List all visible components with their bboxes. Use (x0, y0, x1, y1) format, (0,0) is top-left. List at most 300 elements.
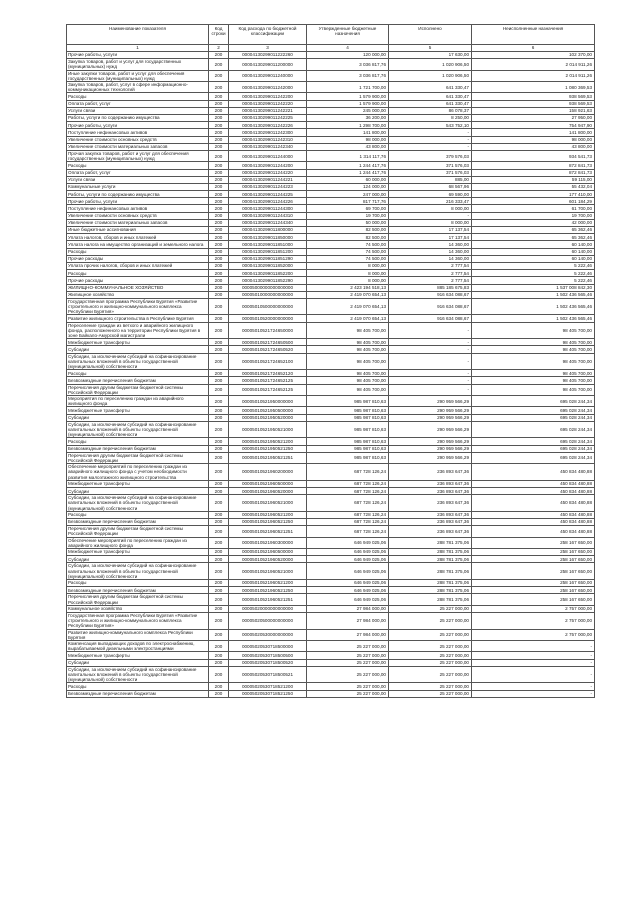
table-row (67, 219, 595, 226)
unexecuted-amount-cell: 98 405 700,00 (472, 384, 595, 395)
row-name-cell: Расходы (67, 162, 209, 169)
approved-amount-cell: 245 000,00 (307, 107, 389, 114)
table-row (67, 298, 595, 315)
header-approved: Утвержденные бюджетные назначения (307, 25, 389, 45)
row-code-cell: 200 (209, 169, 229, 176)
approved-amount-cell: 98 405 700,00 (307, 377, 389, 384)
table-row (67, 346, 595, 353)
approved-amount-cell: 74 500,00 (307, 248, 389, 255)
row-name-cell: Субсидии (67, 346, 209, 353)
row-name-cell: Уплата прочих налогов, сборов и иных платежей (67, 262, 209, 269)
table-row (67, 143, 595, 150)
executed-amount-cell: - (389, 143, 472, 150)
row-code-cell: 200 (209, 594, 229, 605)
table-row (67, 284, 595, 291)
executed-amount-cell: - (389, 339, 472, 346)
unexecuted-amount-cell: 695 028 244,34 (472, 438, 595, 445)
unexecuted-amount-cell: 60 140,00 (472, 255, 595, 262)
row-code-cell: 200 (209, 176, 229, 183)
row-code-cell: 200 (209, 690, 229, 697)
unexecuted-amount-cell: 98 405 700,00 (472, 346, 595, 353)
expense-code-cell: 00004130299011242220 (229, 100, 307, 107)
approved-amount-cell: 98 405 700,00 (307, 346, 389, 353)
expense-code-cell: 00005020500000000000 (229, 612, 307, 629)
row-name-cell: Расходы (67, 579, 209, 586)
table-row (67, 445, 595, 452)
executed-amount-cell: 25 227 000,00 (389, 612, 472, 629)
row-code-cell: 200 (209, 488, 229, 495)
row-name-cell: Уплата налогов, сборов и иных платежей (67, 234, 209, 241)
column-number: 6 (472, 45, 595, 52)
expense-code-cell: 00005010521724650000 (229, 322, 307, 339)
approved-amount-cell: 3 036 817,76 (307, 59, 389, 70)
row-name-cell: Безвозмездные перечисления бюджетам (67, 519, 209, 526)
row-code-cell: 200 (209, 370, 229, 377)
approved-amount-cell: 36 200,00 (307, 114, 389, 121)
approved-amount-cell: 3 036 817,76 (307, 70, 389, 81)
approved-amount-cell: 247 000,00 (307, 191, 389, 198)
approved-amount-cell: 98 405 700,00 (307, 370, 389, 377)
approved-amount-cell: 1 298 700,00 (307, 122, 389, 129)
table-row (67, 640, 595, 651)
row-code-cell: 200 (209, 445, 229, 452)
unexecuted-amount-cell: 2 014 911,26 (472, 59, 595, 70)
row-code-cell: 200 (209, 526, 229, 537)
table-row (67, 183, 595, 190)
expense-code-cell: 00005010521960521250 (229, 587, 307, 594)
expense-code-cell: 00004130299011800000 (229, 227, 307, 234)
approved-amount-cell: 985 987 810,63 (307, 438, 389, 445)
row-code-cell: 200 (209, 563, 229, 580)
row-name-cell: Увеличение стоимости основных средств (67, 136, 209, 143)
row-code-cell: 200 (209, 255, 229, 262)
table-row (67, 234, 595, 241)
table-row (67, 511, 595, 518)
row-name-cell: Перечисления другим бюджетам бюджетной системы Российской Федерации (67, 526, 209, 537)
row-name-cell: Мероприятия по переселению граждан из аварийного жилищного фонда (67, 396, 209, 407)
expense-code-cell: 00005010521950521250 (229, 445, 307, 452)
expense-code-cell: 00005010000000000000 (229, 291, 307, 298)
executed-amount-cell: 8 250,00 (389, 114, 472, 121)
approved-amount-cell: 2 423 194 518,13 (307, 284, 389, 291)
expense-code-cell: 00004130299011244221 (229, 176, 307, 183)
approved-amount-cell: 8 000,00 (307, 277, 389, 284)
table-row (67, 205, 595, 212)
expense-code-cell: 00004130299011242000 (229, 82, 307, 93)
table-row (67, 563, 595, 580)
executed-amount-cell: 641 330,47 (389, 82, 472, 93)
approved-amount-cell: 687 728 126,24 (307, 519, 389, 526)
table-header-row (67, 25, 595, 45)
row-code-cell: 200 (209, 234, 229, 241)
header-unexecuted: Неисполненные назначения (472, 25, 595, 45)
unexecuted-amount-cell: 5 222,46 (472, 277, 595, 284)
approved-amount-cell: 646 949 025,06 (307, 549, 389, 556)
approved-amount-cell: 8 000,00 (307, 262, 389, 269)
unexecuted-amount-cell: 450 834 480,88 (472, 480, 595, 487)
row-code-cell: 200 (209, 248, 229, 255)
table-row (67, 683, 595, 690)
table-row (67, 52, 595, 59)
expense-code-cell: 00005010521960521251 (229, 526, 307, 537)
row-code-cell: 200 (209, 339, 229, 346)
unexecuted-amount-cell: 2 757 000,00 (472, 629, 595, 640)
row-name-cell: Межбюджетные трансферты (67, 407, 209, 414)
executed-amount-cell: 25 227 000,00 (389, 659, 472, 666)
row-name-cell: Поступление нефинансовых активов (67, 205, 209, 212)
table-row (67, 452, 595, 463)
table-row (67, 370, 595, 377)
approved-amount-cell: 69 700,00 (307, 205, 389, 212)
table-row (67, 191, 595, 198)
unexecuted-amount-cell: 5 222,46 (472, 262, 595, 269)
row-code-cell: 200 (209, 262, 229, 269)
executed-amount-cell: 86 078,37 (389, 107, 472, 114)
executed-amount-cell: 8 000,00 (389, 205, 472, 212)
executed-amount-cell: 68 567,96 (389, 183, 472, 190)
row-code-cell: 200 (209, 52, 229, 59)
table-row (67, 579, 595, 586)
expense-code-cell: 00004130299011244310 (229, 212, 307, 219)
row-name-cell: Расходы (67, 270, 209, 277)
table-body (67, 52, 595, 698)
row-code-cell: 200 (209, 322, 229, 339)
expense-code-cell: 00004130299011851200 (229, 248, 307, 255)
executed-amount-cell: 17 137,54 (389, 234, 472, 241)
unexecuted-amount-cell: 450 834 480,88 (472, 464, 595, 481)
row-name-cell: Прочая закупка товаров, работ и услуг для обеспечения государственных (муниципальных) нужд (67, 150, 209, 161)
expense-code-cell: 00005010521950521200 (229, 438, 307, 445)
expense-code-cell: 00005010521950500000 (229, 407, 307, 414)
executed-amount-cell: - (389, 353, 472, 370)
unexecuted-amount-cell: 98 405 700,00 (472, 370, 595, 377)
approved-amount-cell: 1 314 117,76 (307, 150, 389, 161)
row-name-cell: ЖИЛИЩНО-КОММУНАЛЬНОЕ ХОЗЯЙСТВО (67, 284, 209, 291)
row-code-cell: 200 (209, 396, 229, 407)
table-row (67, 526, 595, 537)
executed-amount-cell: 25 227 000,00 (389, 605, 472, 612)
row-code-cell: 200 (209, 298, 229, 315)
expense-code-cell: 00004130299011244226 (229, 198, 307, 205)
executed-amount-cell: 885,00 (389, 176, 472, 183)
row-code-cell: 200 (209, 277, 229, 284)
table-row (67, 414, 595, 421)
expense-code-cell: 00005010520000000000 (229, 315, 307, 322)
executed-amount-cell: 916 634 088,67 (389, 315, 472, 322)
row-name-cell: Обеспечение мероприятий по переселению граждан из аварийного жилищного фонда (67, 537, 209, 548)
table-row (67, 519, 595, 526)
table-row (67, 212, 595, 219)
row-code-cell: 200 (209, 414, 229, 421)
expense-code-cell: 00005010521724650520 (229, 346, 307, 353)
unexecuted-amount-cell: 450 834 480,88 (472, 488, 595, 495)
row-name-cell: Увеличение стоимости основных средств (67, 212, 209, 219)
approved-amount-cell: 120 000,00 (307, 52, 389, 59)
expense-code-cell: 00005010521960520000 (229, 488, 307, 495)
unexecuted-amount-cell: - (472, 640, 595, 651)
executed-amount-cell: 25 227 000,00 (389, 652, 472, 659)
table-row (67, 107, 595, 114)
executed-amount-cell: 290 959 566,29 (389, 438, 472, 445)
executed-amount-cell: 288 781 375,06 (389, 563, 472, 580)
unexecuted-amount-cell: 258 167 650,00 (472, 537, 595, 548)
row-code-cell: 200 (209, 659, 229, 666)
row-code-cell: 200 (209, 511, 229, 518)
executed-amount-cell: 290 959 566,29 (389, 452, 472, 463)
approved-amount-cell: 687 728 126,24 (307, 464, 389, 481)
table-row (67, 176, 595, 183)
executed-amount-cell: 236 893 647,36 (389, 488, 472, 495)
unexecuted-amount-cell: - (472, 652, 595, 659)
unexecuted-amount-cell: 1 502 436 565,46 (472, 315, 595, 322)
approved-amount-cell: 25 227 000,00 (307, 652, 389, 659)
expense-code-cell: 00004130299011200000 (229, 59, 307, 70)
table-row (67, 556, 595, 563)
executed-amount-cell: 25 227 000,00 (389, 666, 472, 683)
unexecuted-amount-cell: 754 947,90 (472, 122, 595, 129)
row-code-cell: 200 (209, 587, 229, 594)
expense-code-cell: 00004130299011244300 (229, 205, 307, 212)
row-code-cell: 200 (209, 612, 229, 629)
row-code-cell: 200 (209, 666, 229, 683)
unexecuted-amount-cell: 938 569,53 (472, 93, 595, 100)
executed-amount-cell: 290 959 566,29 (389, 421, 472, 438)
approved-amount-cell: 985 987 810,63 (307, 421, 389, 438)
table-row (67, 129, 595, 136)
unexecuted-amount-cell: 872 841,73 (472, 162, 595, 169)
table-row (67, 537, 595, 548)
expense-code-cell: 00005010521960521000 (229, 563, 307, 580)
row-name-cell: Увеличение стоимости материальных запасов (67, 219, 209, 226)
row-name-cell: Закупка товаров, работ, услуг в сфере информационно-коммуникационных технологий (67, 82, 209, 93)
row-code-cell: 200 (209, 59, 229, 70)
expense-code-cell: 00005010521960300000 (229, 537, 307, 548)
expense-code-cell: 00005010521960521200 (229, 511, 307, 518)
executed-amount-cell: 2 777,54 (389, 262, 472, 269)
row-name-cell: Безвозмездные перечисления бюджетам (67, 587, 209, 594)
unexecuted-amount-cell: 934 541,73 (472, 150, 595, 161)
unexecuted-amount-cell: - (472, 659, 595, 666)
approved-amount-cell: 98 405 700,00 (307, 384, 389, 395)
row-name-cell: Переселение граждан из ветхого и аварийного жилищного фонда, расположенного на территории Республики Бурятия в зоне Байкало-Амурской магистрали (67, 322, 209, 339)
unexecuted-amount-cell: 98 405 700,00 (472, 377, 595, 384)
executed-amount-cell: 14 360,00 (389, 241, 472, 248)
row-name-cell: Прочие работы, услуги (67, 198, 209, 205)
column-number: 3 (229, 45, 307, 52)
expense-code-cell: 00005020530718521200 (229, 683, 307, 690)
executed-amount-cell: 25 227 000,00 (389, 690, 472, 697)
row-name-cell: Перечисления другим бюджетам бюджетной системы Российской Федерации (67, 452, 209, 463)
expense-code-cell: 00005000000000000000 (229, 284, 307, 291)
row-name-cell: Работы, услуги по содержанию имущества (67, 114, 209, 121)
expense-code-cell: 00005010521960520000 (229, 556, 307, 563)
expense-code-cell: 00004130299011242226 (229, 122, 307, 129)
row-code-cell: 200 (209, 212, 229, 219)
expense-code-cell: 00005010500000000000 (229, 298, 307, 315)
unexecuted-amount-cell: - (472, 690, 595, 697)
approved-amount-cell: 985 987 810,63 (307, 407, 389, 414)
row-name-cell: Поступление нефинансовых активов (67, 129, 209, 136)
approved-amount-cell: 124 000,00 (307, 183, 389, 190)
executed-amount-cell: 290 959 566,29 (389, 407, 472, 414)
executed-amount-cell: 288 781 375,06 (389, 556, 472, 563)
approved-amount-cell: 2 419 070 654,13 (307, 298, 389, 315)
table-row (67, 666, 595, 683)
approved-amount-cell: 25 227 000,00 (307, 690, 389, 697)
table-row (67, 495, 595, 512)
row-name-cell: Работы, услуги по содержанию имущества (67, 191, 209, 198)
expense-code-cell: 00005010521960500000 (229, 480, 307, 487)
expense-code-cell: 00005010521960521250 (229, 519, 307, 526)
executed-amount-cell: 916 634 088,67 (389, 291, 472, 298)
table-row (67, 612, 595, 629)
expense-code-cell: 00005010521960500000 (229, 549, 307, 556)
expense-code-cell: 00005010521950520000 (229, 414, 307, 421)
approved-amount-cell: 8 000,00 (307, 270, 389, 277)
unexecuted-amount-cell: 872 841,73 (472, 169, 595, 176)
row-name-cell: Безвозмездные перечисления бюджетам (67, 445, 209, 452)
unexecuted-amount-cell: 158 921,63 (472, 107, 595, 114)
table-row (67, 277, 595, 284)
row-name-cell: Прочие расходы (67, 255, 209, 262)
row-code-cell: 200 (209, 549, 229, 556)
unexecuted-amount-cell: 695 028 244,34 (472, 407, 595, 414)
expense-code-cell: 00005010521950000000 (229, 396, 307, 407)
row-name-cell: Расходы (67, 511, 209, 518)
expense-code-cell: 00004130299011242300 (229, 129, 307, 136)
row-name-cell: Коммунальные услуги (67, 183, 209, 190)
row-name-cell: Субсидии (67, 659, 209, 666)
approved-amount-cell: 74 500,00 (307, 255, 389, 262)
row-name-cell: Межбюджетные трансферты (67, 339, 209, 346)
budget-report-sheet (66, 24, 594, 698)
executed-amount-cell: 14 360,00 (389, 255, 472, 262)
unexecuted-amount-cell: 450 834 480,88 (472, 519, 595, 526)
executed-amount-cell: 236 893 647,36 (389, 511, 472, 518)
approved-amount-cell: 2 419 070 654,13 (307, 291, 389, 298)
approved-amount-cell: 25 227 000,00 (307, 659, 389, 666)
row-code-cell: 200 (209, 377, 229, 384)
executed-amount-cell: 25 227 000,00 (389, 629, 472, 640)
expense-code-cell: 00005010521724652100 (229, 353, 307, 370)
approved-amount-cell: 98 000,00 (307, 136, 389, 143)
row-name-cell: Расходы (67, 683, 209, 690)
column-number: 2 (209, 45, 229, 52)
row-code-cell: 200 (209, 205, 229, 212)
table-row (67, 464, 595, 481)
row-code-cell: 200 (209, 122, 229, 129)
row-code-cell: 200 (209, 114, 229, 121)
approved-amount-cell: 19 700,00 (307, 212, 389, 219)
unexecuted-amount-cell: 938 569,53 (472, 100, 595, 107)
unexecuted-amount-cell: 1 502 436 565,46 (472, 291, 595, 298)
expense-code-cell: 00004130299011240000 (229, 70, 307, 81)
table-row (67, 270, 595, 277)
approved-amount-cell: 25 227 000,00 (307, 666, 389, 683)
row-code-cell: 200 (209, 407, 229, 414)
unexecuted-amount-cell: 258 167 650,00 (472, 587, 595, 594)
approved-amount-cell: 82 500,00 (307, 234, 389, 241)
executed-amount-cell: 288 781 375,06 (389, 587, 472, 594)
table-row (67, 255, 595, 262)
approved-amount-cell: 687 728 126,24 (307, 480, 389, 487)
unexecuted-amount-cell: 1 080 369,53 (472, 82, 595, 93)
approved-amount-cell: 27 984 000,00 (307, 629, 389, 640)
unexecuted-amount-cell: 60 140,00 (472, 248, 595, 255)
row-name-cell: Иные бюджетные ассигнования (67, 227, 209, 234)
row-name-cell: Оплата работ, услуг (67, 100, 209, 107)
expense-code-cell: 00005010521724652120 (229, 370, 307, 377)
approved-amount-cell: 82 500,00 (307, 227, 389, 234)
unexecuted-amount-cell: 695 028 244,34 (472, 452, 595, 463)
table-row (67, 384, 595, 395)
unexecuted-amount-cell: 98 405 700,00 (472, 339, 595, 346)
table-row (67, 248, 595, 255)
unexecuted-amount-cell: 1 502 436 565,46 (472, 298, 595, 315)
row-code-cell: 200 (209, 162, 229, 169)
expense-code-cell: 00005010521724652125 (229, 384, 307, 395)
row-code-cell: 200 (209, 284, 229, 291)
expense-code-cell: 00004130299011851000 (229, 241, 307, 248)
approved-amount-cell: 646 949 025,06 (307, 579, 389, 586)
approved-amount-cell: 2 419 070 654,13 (307, 315, 389, 322)
approved-amount-cell: 687 728 126,24 (307, 526, 389, 537)
executed-amount-cell: - (389, 384, 472, 395)
unexecuted-amount-cell: 65 362,46 (472, 227, 595, 234)
approved-amount-cell: 1 721 700,00 (307, 82, 389, 93)
table-row (67, 659, 595, 666)
approved-amount-cell: 1 244 417,76 (307, 169, 389, 176)
row-name-cell: Субсидии, за исключением субсидий на софинансирование капитальных вложений в объекты государственной (муниципальной) собственности (67, 666, 209, 683)
header-row-code: Код строки (209, 25, 229, 45)
executed-amount-cell: 641 330,47 (389, 93, 472, 100)
row-name-cell: Перечисления другим бюджетам бюджетной системы Российской Федерации (67, 594, 209, 605)
expense-code-cell: 00004130299011852200 (229, 270, 307, 277)
row-code-cell: 200 (209, 652, 229, 659)
table-row (67, 605, 595, 612)
unexecuted-amount-cell: 60 140,00 (472, 241, 595, 248)
row-code-cell: 200 (209, 629, 229, 640)
expense-code-cell: 00004130299011244200 (229, 162, 307, 169)
row-code-cell: 200 (209, 150, 229, 161)
row-code-cell: 200 (209, 438, 229, 445)
expense-code-cell: 00005010521950521251 (229, 452, 307, 463)
row-code-cell: 200 (209, 683, 229, 690)
expense-code-cell: 00004130299011242221 (229, 107, 307, 114)
row-code-cell: 200 (209, 579, 229, 586)
executed-amount-cell: 236 893 647,36 (389, 495, 472, 512)
row-code-cell: 200 (209, 640, 229, 651)
row-code-cell: 200 (209, 346, 229, 353)
row-code-cell: 200 (209, 556, 229, 563)
table-row (67, 549, 595, 556)
table-row (67, 407, 595, 414)
row-code-cell: 200 (209, 421, 229, 438)
unexecuted-amount-cell: 61 700,00 (472, 205, 595, 212)
row-code-cell: 200 (209, 93, 229, 100)
executed-amount-cell: 236 893 647,36 (389, 526, 472, 537)
row-code-cell: 200 (209, 495, 229, 512)
unexecuted-amount-cell: 43 800,00 (472, 143, 595, 150)
unexecuted-amount-cell: 55 432,04 (472, 183, 595, 190)
executed-amount-cell: 236 893 647,36 (389, 464, 472, 481)
row-code-cell: 200 (209, 191, 229, 198)
executed-amount-cell: 288 781 375,06 (389, 579, 472, 586)
approved-amount-cell: 985 987 810,63 (307, 396, 389, 407)
unexecuted-amount-cell: 2 757 000,00 (472, 605, 595, 612)
row-code-cell: 200 (209, 519, 229, 526)
executed-amount-cell: 288 781 375,06 (389, 594, 472, 605)
